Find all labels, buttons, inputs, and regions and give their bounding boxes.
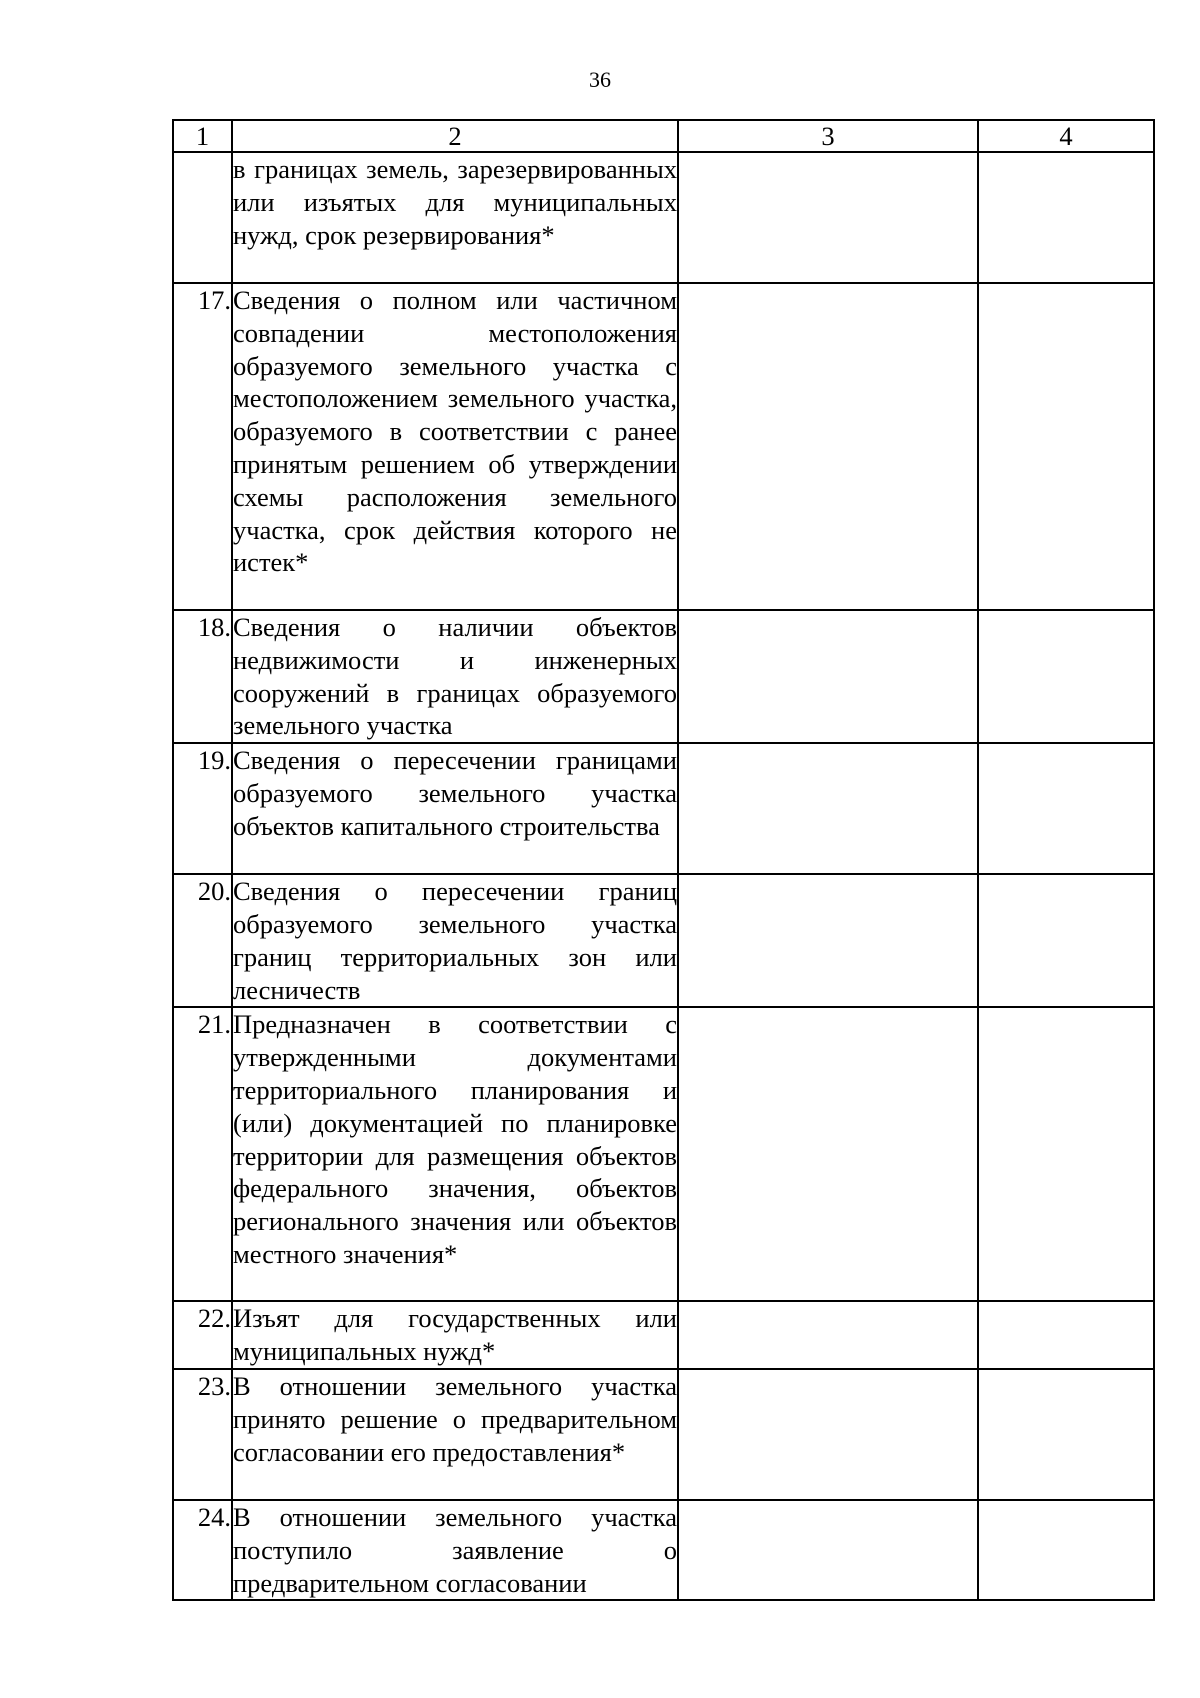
- row-cell-col4: [978, 1369, 1154, 1500]
- row-cell-col3: [678, 1369, 978, 1500]
- row-cell-col3: [678, 874, 978, 1007]
- row-description: [232, 1301, 678, 1369]
- table-row: [173, 874, 1154, 1007]
- column-header-2: 2: [232, 120, 678, 152]
- table-row: [173, 152, 1154, 283]
- row-number: 22.: [173, 1301, 232, 1369]
- row-description: [232, 1500, 678, 1600]
- row-number: [173, 152, 232, 283]
- row-description-text: Сведения о пересечении границ образуемого земельного участка границ территориальных зон или лесничеств: [233, 876, 677, 1005]
- row-cell-col4: [978, 743, 1154, 874]
- row-cell-col4: [978, 1301, 1154, 1369]
- row-description: [232, 1369, 678, 1500]
- row-cell-col4: [978, 152, 1154, 283]
- row-cell-col4: [978, 874, 1154, 1007]
- table-header-row: [173, 120, 1154, 152]
- row-cell-col4: [978, 283, 1154, 610]
- row-description: [232, 1007, 678, 1301]
- row-cell-col3: [678, 283, 978, 610]
- table-row: [173, 1301, 1154, 1369]
- row-description: [232, 283, 678, 610]
- document-table: [172, 119, 1155, 1601]
- row-number: 19.: [173, 743, 232, 874]
- row-cell-col4: [978, 1500, 1154, 1600]
- row-number: 21.: [173, 1007, 232, 1301]
- row-cell-col3: [678, 743, 978, 874]
- row-cell-col4: [978, 610, 1154, 743]
- row-description-text: в границах земель, зарезервированных или изъятых для муниципальных нужд, срок резервирования*: [233, 154, 677, 250]
- row-number: 17.: [173, 283, 232, 610]
- row-description-text: Сведения о полном или частичном совпадении местоположения образуемого земельного участка с местоположением земельного участка, образуемого в соответствии с ранее принятым решением об утверждении схемы расположения земельного участка, срок действия которого не истек*: [233, 285, 677, 578]
- row-number: 24.: [173, 1500, 232, 1600]
- row-cell-col3: [678, 1007, 978, 1301]
- row-description-text: Сведения о пересечении границами образуемого земельного участка объектов капитального строительства: [233, 745, 677, 841]
- row-description-text: В отношении земельного участка принято решение о предварительном согласовании его предоставления*: [233, 1370, 677, 1467]
- column-header-4: 4: [978, 120, 1154, 152]
- table-row: [173, 1500, 1154, 1600]
- row-number: 23.: [173, 1369, 232, 1500]
- row-cell-col4: [978, 1007, 1154, 1301]
- row-cell-col3: [678, 152, 978, 283]
- table-row: [173, 1369, 1154, 1500]
- table-row: [173, 283, 1154, 610]
- row-cell-col3: [678, 1500, 978, 1600]
- row-number: 20.: [173, 874, 232, 1007]
- row-description: [232, 743, 678, 874]
- column-header-1: 1: [173, 120, 232, 152]
- row-description-text: Предназначен в соответствии с утвержденными документами территориального планирования и (или) документацией по планировке территории для размещения объектов федерального значения, объектов регионального значения или объектов местного значения*: [233, 1009, 677, 1269]
- column-header-3: 3: [678, 120, 978, 152]
- row-number: 18.: [173, 610, 232, 743]
- row-description: [232, 874, 678, 1007]
- row-description-text: Изъят для государственных или муниципальных нужд*: [233, 1303, 677, 1367]
- table-row: [173, 743, 1154, 874]
- row-description: [232, 610, 678, 743]
- row-description-text: В отношении земельного участка поступило заявление о предварительном согласовании: [233, 1501, 677, 1598]
- row-description-text: Сведения о наличии объектов недвижимости и инженерных сооружений в границах образуемого земельного участка: [233, 612, 677, 741]
- page-number: 36: [589, 67, 611, 92]
- table-row: [173, 1007, 1154, 1301]
- row-description: [232, 152, 678, 283]
- row-cell-col3: [678, 1301, 978, 1369]
- table-row: [173, 610, 1154, 743]
- row-cell-col3: [678, 610, 978, 743]
